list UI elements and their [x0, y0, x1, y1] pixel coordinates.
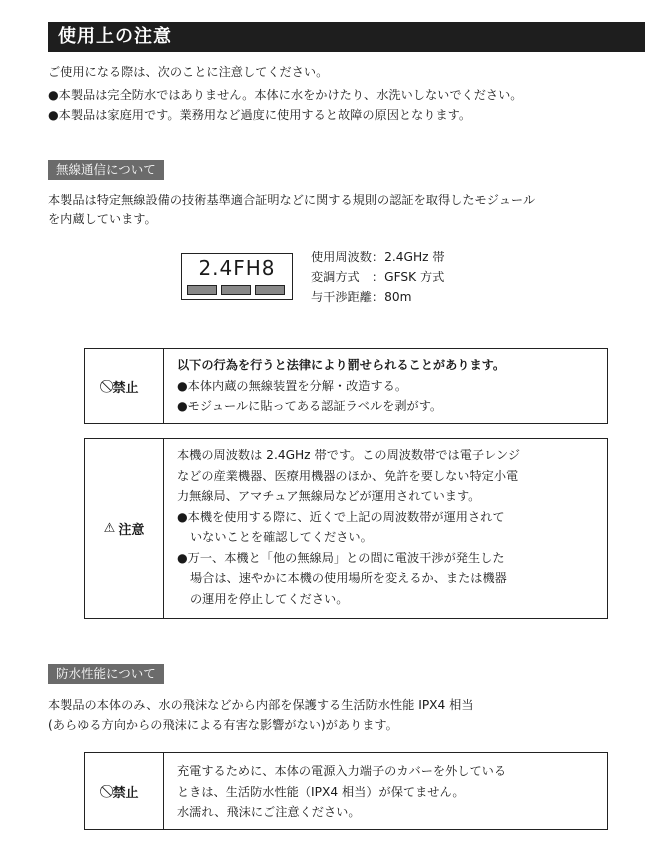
- caution-line: の運用を停止してください。: [190, 591, 349, 606]
- waterproof-desc: (あらゆる方向からの飛沫による有害な影響がない)があります。: [48, 718, 398, 732]
- label-text: 禁止: [112, 785, 139, 801]
- prohibit-label: [85, 753, 164, 829]
- section-heading-waterproof: 防水性能について: [48, 664, 164, 684]
- wireless-desc: 本製品は特定無線設備の技術基準適合証明などに関する規則の認証を取得したモジュール: [48, 193, 536, 207]
- intro-text: ご使用になる際は、次のことに注意してください。: [48, 65, 329, 79]
- title-bar: [48, 22, 645, 52]
- caution-line: ●本機を使用する際に、近くで上記の周波数帯が運用されて: [177, 509, 505, 524]
- wireless-desc: を内蔵しています。: [48, 212, 157, 226]
- caution-line: などの産業機器、医療用機器のほか、免許を要しない特定小電: [177, 468, 519, 483]
- frequency-code: 2.4FH8: [198, 256, 276, 280]
- caution-line: 場合は、速やかに本機の使用場所を変えるか、または機器: [190, 571, 507, 585]
- caution-line: ●万一、本機と「他の無線局」との間に電波干渉が発生した: [177, 550, 505, 565]
- intro-bullet: ●本製品は完全防水ではありません。本体に水をかけたり、水洗いしないでください。: [48, 88, 523, 102]
- label-text: 注意: [118, 523, 145, 538]
- intro-bullet: ●本製品は家庭用です。業務用など過度に使用すると故障の原因となります。: [48, 108, 472, 122]
- warning-line: ときは、生活防水性能（IPX4 相当）が保てません。: [177, 784, 465, 799]
- label-text: 禁止: [112, 380, 139, 396]
- page-title: 使用上の注意: [58, 26, 172, 47]
- frequency-bar: [187, 285, 217, 295]
- spec-line: 使用周波数：2.4GHz 帯: [311, 250, 445, 264]
- prohibit-box-waterproof: [84, 752, 608, 830]
- caution-box-wireless: [84, 438, 608, 619]
- caution-line: 本機の周波数は 2.4GHz 帯です。この周波数帯では電子レンジ: [177, 448, 521, 462]
- frequency-label: [181, 253, 293, 300]
- warning-line: 以下の行為を行うと法律により罰せられることがあります。: [177, 358, 506, 372]
- caution-line: 力無線局、アマチュア無線局などが運用されています。: [177, 489, 481, 503]
- warning-line: ●モジュールに貼ってある認証ラベルを剥がす。: [177, 399, 443, 413]
- caution-label: [85, 439, 164, 618]
- warning-line: ●本体内蔵の無線装置を分解・改造する。: [177, 378, 408, 393]
- caution-line: いないことを確認してください。: [190, 530, 373, 544]
- prohibit-label: [85, 349, 164, 423]
- warning-line: 充電するために、本体の電源入力端子のカバーを外している: [177, 764, 507, 778]
- frequency-bar: [255, 285, 285, 295]
- section-heading-wireless: 無線通信について: [48, 160, 164, 180]
- prohibit-box-wireless: [84, 348, 608, 424]
- spec-line: 与干渉距離：80m: [311, 290, 412, 304]
- waterproof-desc: 本製品の本体のみ、水の飛沫などから内部を保護する生活防水性能 IPX4 相当: [48, 698, 474, 712]
- spec-line: 変調方式 ：GFSK 方式: [311, 270, 445, 284]
- frequency-bar: [221, 285, 251, 295]
- warning-triangle-icon: ⚠: [103, 521, 116, 536]
- warning-line: 水濡れ、飛沫にご注意ください。: [177, 805, 361, 819]
